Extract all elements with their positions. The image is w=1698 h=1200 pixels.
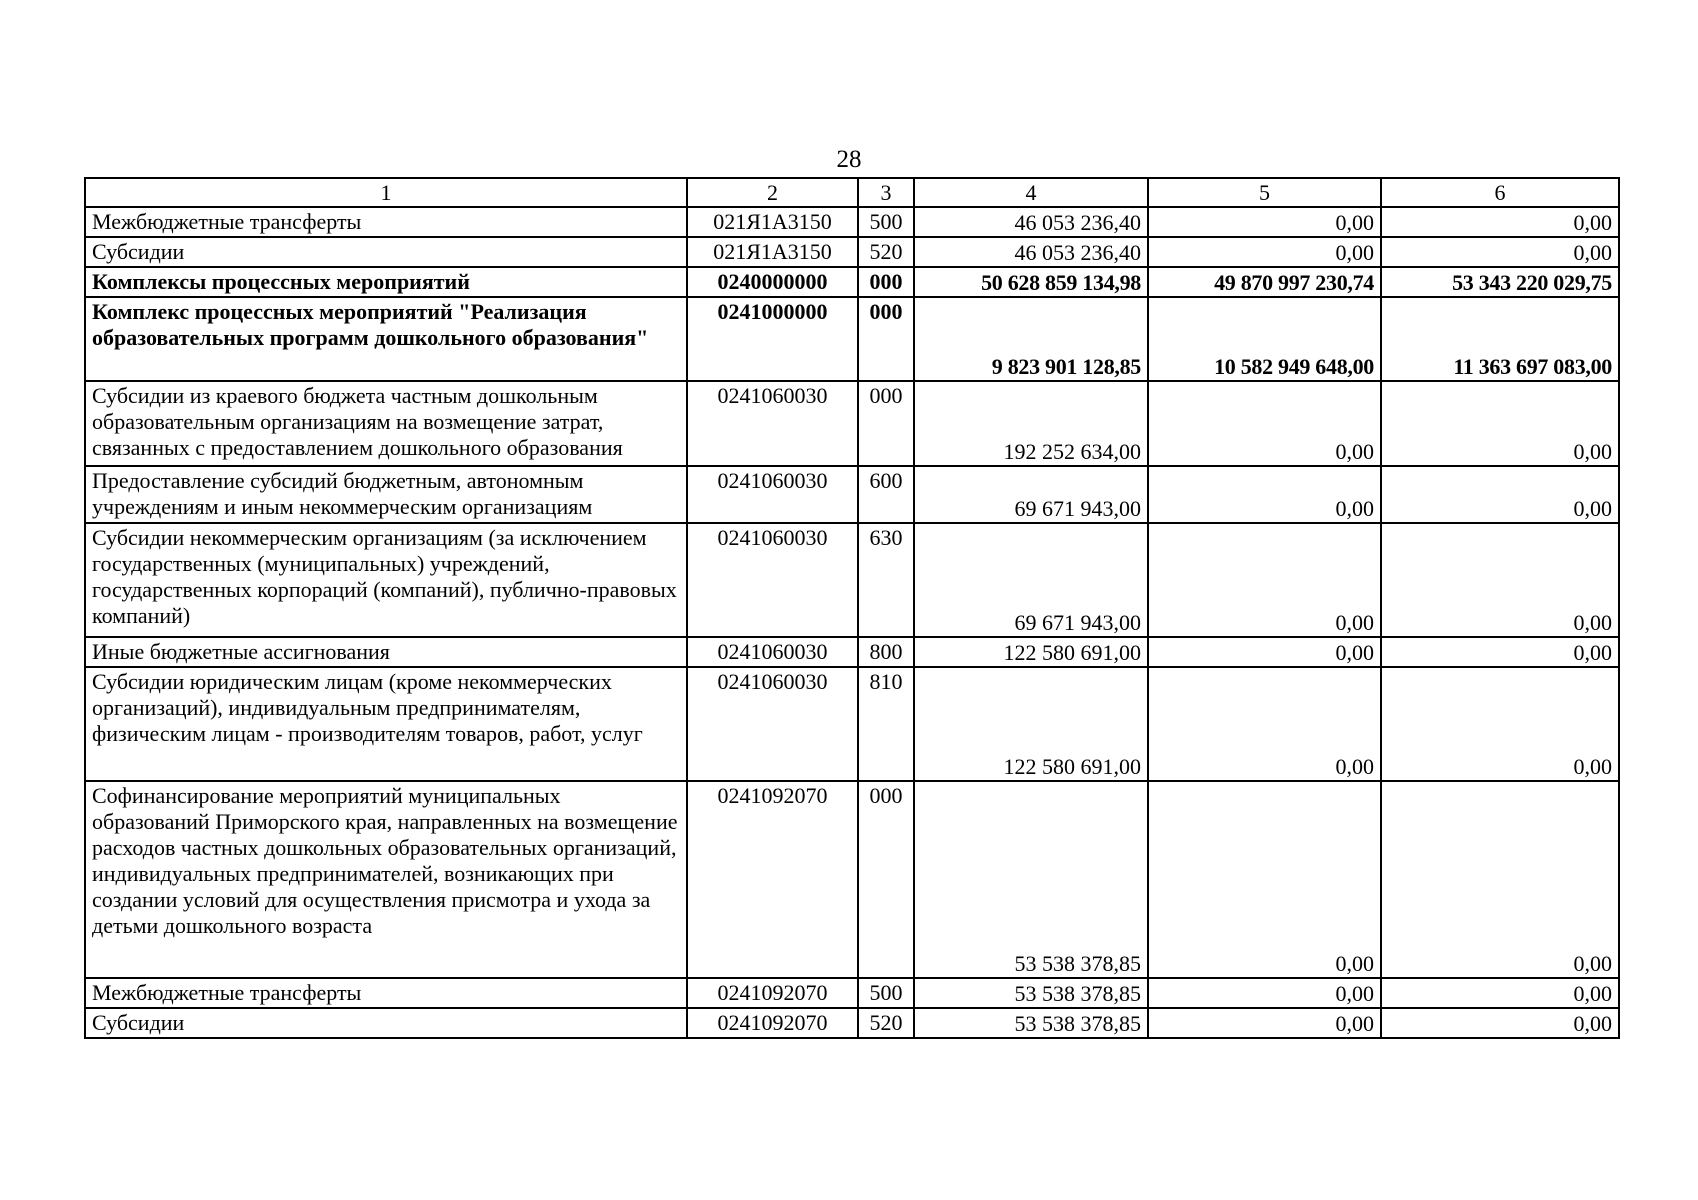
row-code: 0241060030 (687, 381, 858, 466)
header-cell: 4 (914, 178, 1148, 207)
header-cell: 3 (858, 178, 914, 207)
row-value-1: 122 580 691,00 (914, 637, 1148, 667)
row-value-3: 0,00 (1381, 637, 1619, 667)
row-name: Межбюджетные трансферты (85, 207, 687, 237)
row-value-2: 0,00 (1148, 637, 1381, 667)
row-value-1: 46 053 236,40 (914, 237, 1148, 267)
row-value-1: 69 671 943,00 (914, 523, 1148, 637)
table-row (85, 297, 1619, 381)
row-value-1: 53 538 378,85 (914, 978, 1148, 1008)
row-code: 021Я1А3150 (687, 237, 858, 267)
row-name: Субсидии некоммерческим организациям (за исключением государственных (муниципальных) учреждений, государственных корпораций (компаний), публично-правовых компаний) (85, 523, 687, 637)
row-kind: 000 (858, 781, 914, 978)
row-code: 021Я1А3150 (687, 207, 858, 237)
row-value-2: 0,00 (1148, 466, 1381, 523)
table-row (85, 978, 1619, 1008)
row-kind: 000 (858, 381, 914, 466)
row-code: 0241060030 (687, 667, 858, 781)
row-value-3: 0,00 (1381, 781, 1619, 978)
row-kind: 600 (858, 466, 914, 523)
row-code: 0241060030 (687, 637, 858, 667)
row-code: 0241092070 (687, 978, 858, 1008)
row-value-2: 0,00 (1148, 1008, 1381, 1038)
row-value-2: 0,00 (1148, 523, 1381, 637)
budget-table (84, 177, 1620, 1039)
header-cell: 6 (1381, 178, 1619, 207)
row-value-3: 0,00 (1381, 381, 1619, 466)
row-value-3: 0,00 (1381, 978, 1619, 1008)
row-value-3: 0,00 (1381, 1008, 1619, 1038)
row-value-3: 11 363 697 083,00 (1381, 297, 1619, 381)
row-value-1: 192 252 634,00 (914, 381, 1148, 466)
row-name: Предоставление субсидий бюджетным, автономным учреждениям и иным некоммерческим организациям (85, 466, 687, 523)
row-value-3: 0,00 (1381, 667, 1619, 781)
row-value-1: 53 538 378,85 (914, 1008, 1148, 1038)
row-value-1: 9 823 901 128,85 (914, 297, 1148, 381)
row-name: Иные бюджетные ассигнования (85, 637, 687, 667)
row-code: 0240000000 (687, 267, 858, 297)
row-value-2: 0,00 (1148, 381, 1381, 466)
table-row (85, 237, 1619, 267)
row-kind: 520 (858, 237, 914, 267)
row-value-2: 0,00 (1148, 207, 1381, 237)
row-kind: 500 (858, 207, 914, 237)
row-value-3: 0,00 (1381, 523, 1619, 637)
row-kind: 000 (858, 297, 914, 381)
table-row (85, 1008, 1619, 1038)
row-value-2: 0,00 (1148, 781, 1381, 978)
row-name: Субсидии (85, 1008, 687, 1038)
row-name: Комплексы процессных мероприятий (85, 267, 687, 297)
header-cell: 1 (85, 178, 687, 207)
row-kind: 500 (858, 978, 914, 1008)
row-code: 0241060030 (687, 523, 858, 637)
row-value-1: 122 580 691,00 (914, 667, 1148, 781)
row-kind: 800 (858, 637, 914, 667)
row-name: Межбюджетные трансферты (85, 978, 687, 1008)
row-kind: 000 (858, 267, 914, 297)
row-code: 0241092070 (687, 1008, 858, 1038)
row-value-2: 0,00 (1148, 667, 1381, 781)
row-kind: 810 (858, 667, 914, 781)
table-row (85, 667, 1619, 781)
row-name: Субсидии (85, 237, 687, 267)
row-value-3: 53 343 220 029,75 (1381, 267, 1619, 297)
row-code: 0241000000 (687, 297, 858, 381)
row-value-3: 0,00 (1381, 207, 1619, 237)
row-code: 0241060030 (687, 466, 858, 523)
table-header-row (85, 178, 1619, 207)
row-value-2: 0,00 (1148, 237, 1381, 267)
table-row (85, 267, 1619, 297)
row-value-2: 10 582 949 648,00 (1148, 297, 1381, 381)
row-value-3: 0,00 (1381, 237, 1619, 267)
table-row (85, 466, 1619, 523)
page-number: 28 (836, 146, 862, 173)
row-value-1: 46 053 236,40 (914, 207, 1148, 237)
row-value-1: 53 538 378,85 (914, 781, 1148, 978)
row-kind: 520 (858, 1008, 914, 1038)
row-kind: 630 (858, 523, 914, 637)
table-row (85, 781, 1619, 978)
table-row (85, 637, 1619, 667)
row-name: Софинансирование мероприятий муниципальных образований Приморского края, направленных на возмещение расходов частных дошкольных образовательных организаций, индивидуальных предпринимателей, возникающих при создании условий для осуществления присмотра и ухода за детьми дошкольного возраста (85, 781, 687, 978)
table-row (85, 523, 1619, 637)
row-code: 0241092070 (687, 781, 858, 978)
row-name: Комплекс процессных мероприятий "Реализация образовательных программ дошкольного образования" (85, 297, 687, 381)
row-value-3: 0,00 (1381, 466, 1619, 523)
header-cell: 2 (687, 178, 858, 207)
row-value-2: 0,00 (1148, 978, 1381, 1008)
table-row (85, 207, 1619, 237)
header-cell: 5 (1148, 178, 1381, 207)
row-value-1: 50 628 859 134,98 (914, 267, 1148, 297)
row-name: Субсидии из краевого бюджета частным дошкольным образовательным организациям на возмещение затрат, связанных с предоставлением дошкольного образования (85, 381, 687, 466)
row-value-1: 69 671 943,00 (914, 466, 1148, 523)
row-value-2: 49 870 997 230,74 (1148, 267, 1381, 297)
table-row (85, 381, 1619, 466)
row-name: Субсидии юридическим лицам (кроме некоммерческих организаций), индивидуальным предпринимателям, физическим лицам - производителям товаров, работ, услуг (85, 667, 687, 781)
